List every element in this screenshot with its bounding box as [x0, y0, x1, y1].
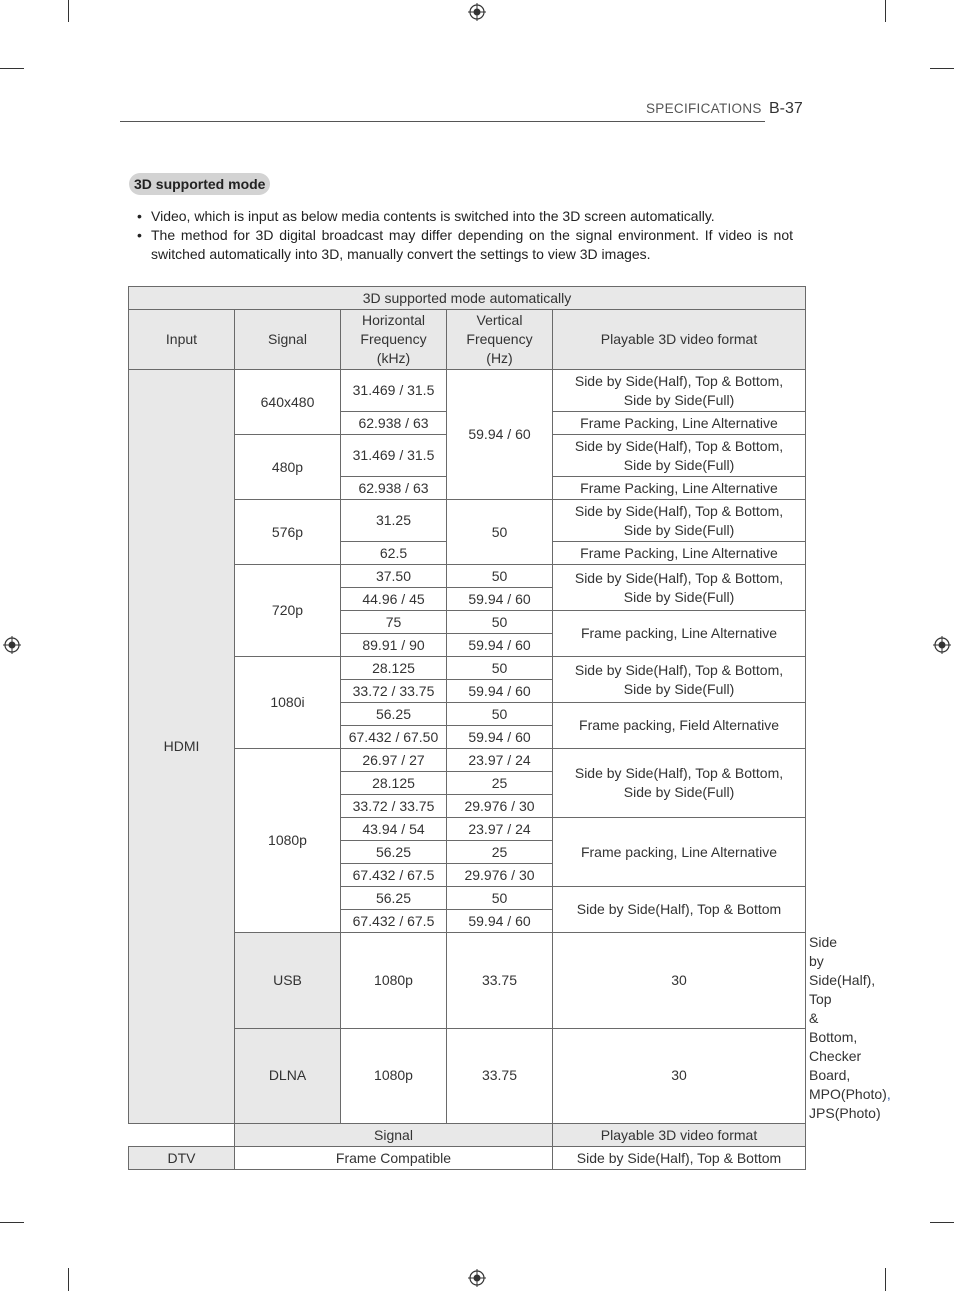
format-cell: Frame Packing, Line Alternative [553, 542, 806, 565]
input-hdmi: HDMI [129, 370, 235, 1124]
input-dlna: DLNA [235, 1028, 341, 1124]
hfreq-cell: 44.96 / 45 [341, 588, 447, 611]
registration-mark-icon [468, 1269, 486, 1287]
table-row [129, 370, 806, 412]
hfreq-cell: 26.97 / 27 [341, 749, 447, 772]
crop-mark [930, 1222, 954, 1223]
format-cell: Side by Side(Half), Top & Bottom, Side by Side(Full) [553, 435, 806, 477]
3d-mode-table [128, 286, 891, 1170]
table-title: 3D supported mode automatically [129, 287, 806, 310]
crop-mark [885, 1268, 886, 1291]
signal-cell: 576p [235, 500, 341, 565]
signal-cell: 720p [235, 565, 341, 657]
header-section-label: SPECIFICATIONS [646, 101, 762, 116]
crop-mark [930, 68, 954, 69]
bullet-list [137, 207, 793, 264]
vfreq-cell: 30 [553, 1028, 806, 1124]
signal-cell: Frame Compatible [235, 1147, 553, 1170]
hfreq-cell: 37.50 [341, 565, 447, 588]
signal-cell: 640x480 [235, 370, 341, 435]
signal-cell: 1080p [341, 1028, 447, 1124]
hfreq-cell: 31.469 / 31.5 [341, 370, 447, 412]
registration-mark-icon [3, 636, 21, 654]
vfreq-cell: 29.976 / 30 [447, 864, 553, 887]
vfreq-cell: 59.94 / 60 [447, 588, 553, 611]
vfreq-cell: 50 [447, 500, 553, 565]
dtv-header-format: Playable 3D video format [553, 1124, 806, 1147]
format-cell: Frame packing, Line Alternative [553, 611, 806, 657]
vfreq-cell: 59.94 / 60 [447, 910, 553, 933]
format-cell: Frame Packing, Line Alternative [553, 412, 806, 435]
signal-cell: 480p [235, 435, 341, 500]
hfreq-cell: 28.125 [341, 657, 447, 680]
crop-mark [68, 0, 69, 22]
header-signal: Signal [235, 310, 341, 370]
vfreq-cell: 59.94 / 60 [447, 370, 553, 500]
hfreq-cell: 33.72 / 33.75 [341, 795, 447, 818]
hfreq-cell: 67.432 / 67.5 [341, 864, 447, 887]
vfreq-cell: 30 [553, 933, 806, 1029]
format-cell: Frame packing, Field Alternative [553, 703, 806, 749]
hfreq-cell: 62.938 / 63 [341, 477, 447, 500]
registration-mark-icon [933, 636, 951, 654]
table-header-row [129, 310, 806, 370]
format-cell: Frame packing, Line Alternative [553, 818, 806, 887]
header-vfreq: Vertical Frequency (Hz) [447, 310, 553, 370]
format-cell: Side by Side(Half), Top & Bottom, Side by Side(Full) [553, 749, 806, 818]
hfreq-cell: 33.75 [447, 933, 553, 1029]
hfreq-cell: 33.72 / 33.75 [341, 680, 447, 703]
header-hfreq: Horizontal Frequency (kHz) [341, 310, 447, 370]
hfreq-cell: 56.25 [341, 703, 447, 726]
comma-mark: , [886, 1086, 891, 1102]
header-format: Playable 3D video format [553, 310, 806, 370]
signal-cell: 1080p [235, 749, 341, 933]
signal-cell: 1080i [235, 657, 341, 749]
format-cell: Side by Side(Half), Top & Bottom, Side by Side(Full) [553, 370, 806, 412]
format-cell: Side by Side(Half), Top & Bottom, Side by Side(Full) [553, 500, 806, 542]
empty-cell [129, 1124, 235, 1147]
vfreq-cell: 25 [447, 841, 553, 864]
table-title-row [129, 287, 806, 310]
format-cell: Side by Side(Half), Top & Bottom, Side by Side(Full) [553, 565, 806, 611]
vfreq-cell: 59.94 / 60 [447, 726, 553, 749]
crop-mark [885, 0, 886, 22]
table-row: USB 1080p 33.75 30 Side by Side(Half), Top & Bottom, Checker Board, MPO(Photo), JPS(Photo) [129, 933, 806, 1029]
hfreq-cell: 56.25 [341, 887, 447, 910]
hfreq-cell: 62.938 / 63 [341, 412, 447, 435]
bullet-item: • The method for 3D digital broadcast may differ depending on the signal environment. If video is not switched automatically into 3D, manually convert the settings to view 3D images. [137, 226, 793, 264]
format-cell: Frame Packing, Line Alternative [553, 477, 806, 500]
vfreq-cell: 29.976 / 30 [447, 795, 553, 818]
crop-mark [0, 68, 24, 69]
vfreq-cell: 50 [447, 703, 553, 726]
section-title: 3D supported mode [129, 173, 270, 195]
format-cell: Side by Side(Half), Top & Bottom, Side by Side(Full) [553, 657, 806, 703]
crop-mark [68, 1268, 69, 1291]
hfreq-cell: 67.432 / 67.5 [341, 910, 447, 933]
hfreq-cell: 56.25 [341, 841, 447, 864]
hfreq-cell: 31.25 [341, 500, 447, 542]
hfreq-cell: 89.91 / 90 [341, 634, 447, 657]
dtv-header-row [129, 1124, 806, 1147]
format-cell: Side by Side(Half), Top & Bottom [553, 887, 806, 933]
table-row [129, 1147, 806, 1170]
input-usb: USB [235, 933, 341, 1029]
crop-mark [0, 1222, 24, 1223]
vfreq-cell: 23.97 / 24 [447, 818, 553, 841]
hfreq-cell: 67.432 / 67.50 [341, 726, 447, 749]
hfreq-cell: 75 [341, 611, 447, 634]
signal-cell: 1080p [341, 933, 447, 1029]
dtv-header-signal: Signal [235, 1124, 553, 1147]
vfreq-cell: 23.97 / 24 [447, 749, 553, 772]
input-dtv: DTV [129, 1147, 235, 1170]
vfreq-cell: 59.94 / 60 [447, 680, 553, 703]
header-input: Input [129, 310, 235, 370]
hfreq-cell: 62.5 [341, 542, 447, 565]
vfreq-cell: 50 [447, 565, 553, 588]
bullet-item: • Video, which is input as below media contents is switched into the 3D screen automatically. [137, 207, 793, 226]
hfreq-cell: 28.125 [341, 772, 447, 795]
hfreq-cell: 33.75 [447, 1028, 553, 1124]
hfreq-cell: 31.469 / 31.5 [341, 435, 447, 477]
vfreq-cell: 25 [447, 772, 553, 795]
vfreq-cell: 50 [447, 887, 553, 910]
page-number: B-37 [769, 100, 803, 117]
vfreq-cell: 50 [447, 657, 553, 680]
header-divider [120, 121, 765, 122]
vfreq-cell: 50 [447, 611, 553, 634]
registration-mark-icon [468, 3, 486, 21]
vfreq-cell: 59.94 / 60 [447, 634, 553, 657]
hfreq-cell: 43.94 / 54 [341, 818, 447, 841]
format-cell: Side by Side(Half), Top & Bottom [553, 1147, 806, 1170]
